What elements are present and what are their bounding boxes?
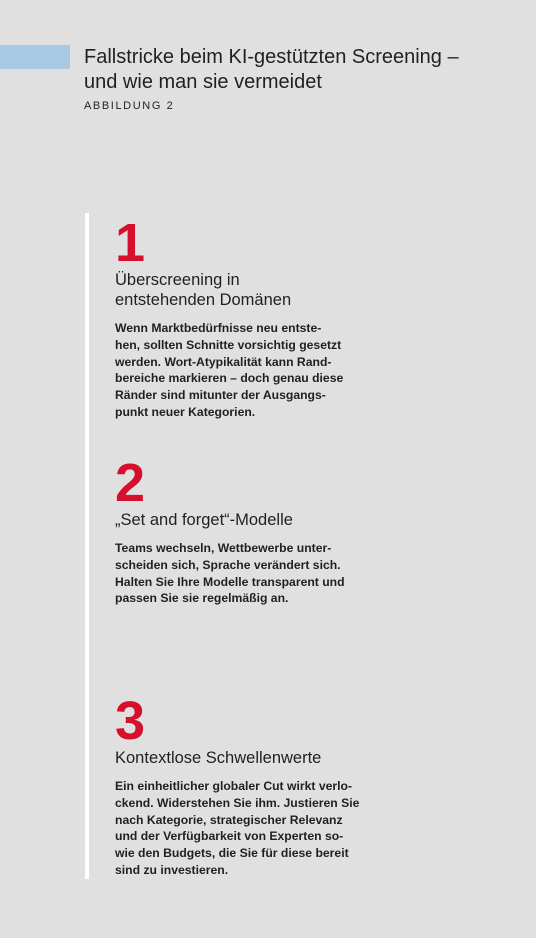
item-number: 1 bbox=[115, 213, 146, 273]
item-body-line: werden. Wort-Atypikalität kann Rand- bbox=[115, 354, 332, 369]
item-body-line: punkt neuer Kategorien. bbox=[115, 404, 256, 419]
item-body bbox=[115, 320, 365, 421]
item-title bbox=[115, 510, 365, 530]
item-body-line: Wenn Marktbedürfnisse neu entste- bbox=[115, 321, 322, 335]
item-body-line: Ein einheitlicher globaler Cut wirkt verlo- bbox=[115, 779, 353, 793]
item-body-line: Ränder sind mitunter der Ausgangs- bbox=[115, 388, 326, 403]
item-body-line: sind zu investieren. bbox=[115, 862, 229, 877]
item-body-line: passen Sie sie regelmäßig an. bbox=[115, 591, 289, 606]
item-body-line: bereiche markieren – doch genau diese bbox=[115, 371, 344, 386]
item-number: 3 bbox=[115, 691, 146, 751]
page-title-line-1: Fallstricke beim KI-gestützten Screening – bbox=[84, 46, 459, 68]
item-body-line: ckend. Widerstehen Sie ihm. Justieren Sie bbox=[115, 795, 360, 810]
page-title bbox=[84, 45, 524, 95]
item-title bbox=[115, 748, 365, 768]
item-body bbox=[115, 540, 365, 607]
item-title-line-1: Überscreening in bbox=[115, 271, 240, 289]
item-title-line-1: Kontextlose Schwellenwerte bbox=[115, 749, 322, 767]
item-body-line: nach Kategorie, strategischer Relevanz bbox=[115, 812, 343, 827]
item-title bbox=[115, 270, 365, 310]
item-title-line-2: entstehenden Domänen bbox=[115, 291, 292, 309]
timeline-line bbox=[85, 213, 89, 879]
pitfall-item-3 bbox=[115, 691, 365, 879]
item-body-line: Teams wechseln, Wettbewerbe unter- bbox=[115, 541, 332, 555]
item-body-line: hen, sollten Schnitte vorsichtig gesetzt bbox=[115, 337, 342, 352]
pitfall-item-1 bbox=[115, 213, 365, 421]
page-title-line-2: und wie man sie vermeidet bbox=[84, 71, 322, 93]
item-body-line: und der Verfügbarkeit von Experten so- bbox=[115, 829, 344, 844]
item-body-line: wie den Budgets, die Sie für diese bereit bbox=[115, 846, 349, 861]
item-body-line: Halten Sie Ihre Modelle transparent und bbox=[115, 574, 345, 589]
item-number: 2 bbox=[115, 453, 146, 513]
pitfall-item-2 bbox=[115, 453, 365, 607]
item-body bbox=[115, 778, 365, 879]
item-body-line: scheiden sich, Sprache verändert sich. bbox=[115, 557, 341, 572]
accent-bar bbox=[0, 45, 70, 69]
figure-label: ABBILDUNG 2 bbox=[84, 100, 175, 112]
item-title-line-1: „Set and forget“-Modelle bbox=[115, 511, 293, 529]
